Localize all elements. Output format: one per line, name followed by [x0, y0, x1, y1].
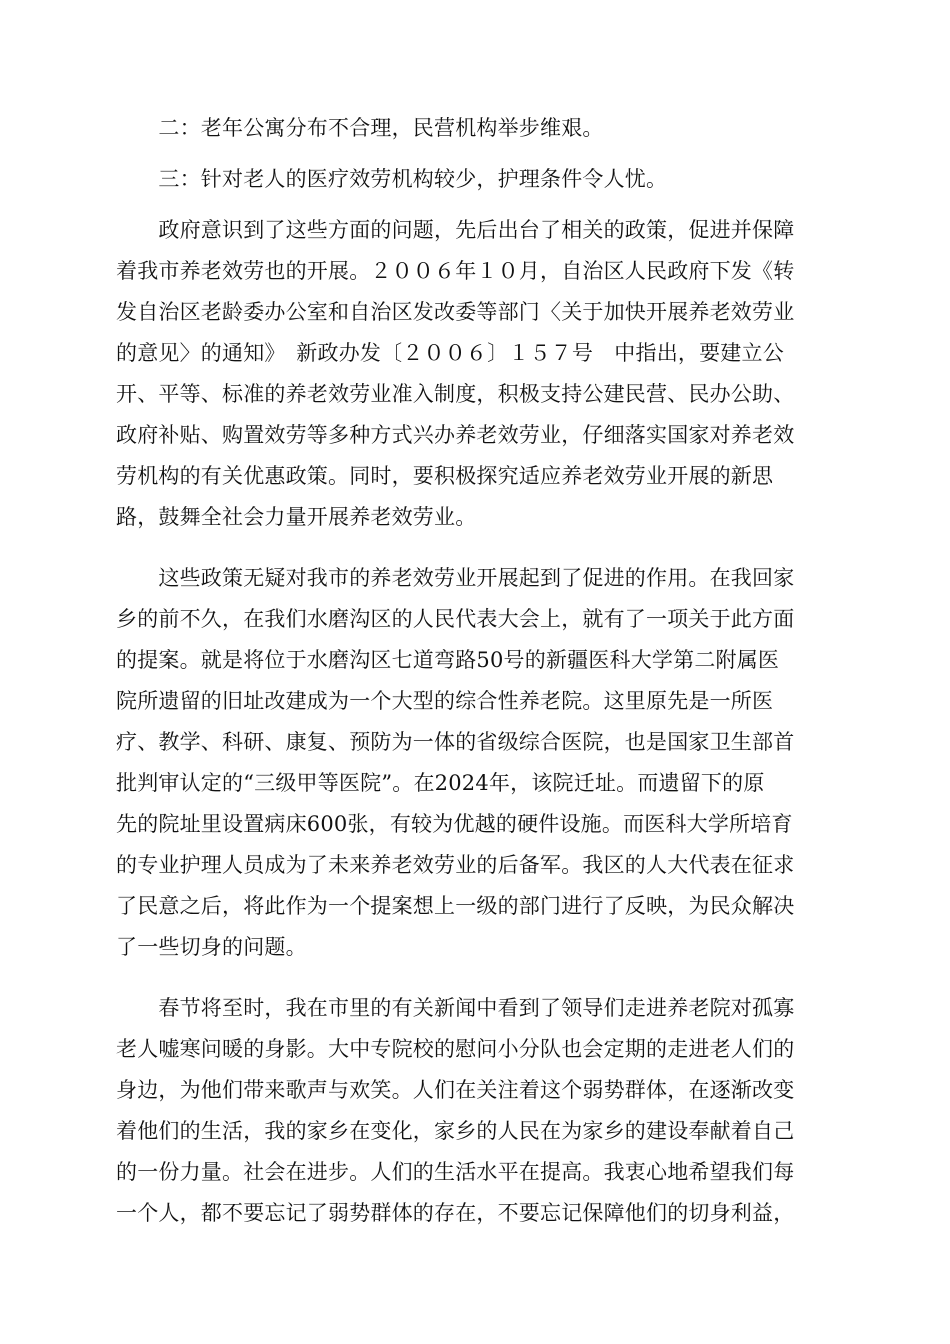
text-line: 着他们的生活，我的家乡在变化，家乡的人民在为家乡的建设奉献着自己 [116, 1119, 795, 1143]
text-line: 身边，为他们带来歌声与欢笑。人们在关注着这个弱势群体，在逐渐改变 [116, 1078, 795, 1102]
text-line: 乡的前不久，在我们水磨沟区的人民代表大会上，就有了一项关于此方面 [116, 607, 795, 631]
text-line: 着我市养老效劳也的开展。２００６年１０月，自治区人民政府下发《转 [116, 259, 795, 283]
text-line: 先的院址里设置病床600张，有较为优越的硬件设施。而医科大学所培育 [116, 812, 793, 836]
text-line: 春节将至时，我在市里的有关新闻中看到了领导们走进养老院对孤寡 [116, 996, 795, 1020]
text-line: 疗、教学、科研、康复、预防为一体的省级综合医院，也是国家卫生部首 [116, 730, 795, 754]
paragraph-proposal [116, 558, 836, 968]
paragraph-problem-3 [116, 159, 836, 200]
text-line: 了民意之后，将此作为一个提案想上一级的部门进行了反映，为民众解决 [116, 894, 795, 918]
text-line: 的一份力量。社会在进步。人们的生活水平在提高。我衷心地希望我们每 [116, 1160, 795, 1184]
text-line: 院所遗留的旧址改建成为一个大型的综合性养老院。这里原先是一所医 [116, 689, 774, 713]
paragraph-problem-2 [116, 108, 836, 149]
text-line: 这些政策无疑对我市的养老效劳业开展起到了促进的作用。在我回家 [116, 566, 795, 590]
text-line: 一个人，都不要忘记了弱势群体的存在，不要忘记保障他们的切身利益， [116, 1201, 795, 1225]
text-line: 二：老年公寓分布不合理，民营机构举步维艰。 [116, 116, 604, 140]
text-line: 批判审认定的“三级甲等医院”。在2024年，该院迁址。而遗留下的原 [116, 771, 765, 795]
paragraph-spring-festival [116, 988, 836, 1234]
document-page [116, 108, 836, 1234]
text-line: 政府补贴、购置效劳等多种方式兴办养老效劳业，仔细落实国家对养老效 [116, 423, 795, 447]
text-line: 路，鼓舞全社会力量开展养老效劳业。 [116, 505, 477, 529]
text-line: 三：针对老人的医疗效劳机构较少，护理条件令人忧。 [116, 167, 668, 191]
text-line: 开、平等、标准的养老效劳业准入制度，积极支持公建民营、民办公助、 [116, 382, 795, 406]
text-line: 政府意识到了这些方面的问题，先后出台了相关的政策，促进并保障 [116, 218, 795, 242]
text-line: 的提案。就是将位于水磨沟区七道弯路50号的新疆医科大学第二附属医 [116, 648, 780, 672]
text-line: 劳机构的有关优惠政策。同时，要积极探究适应养老效劳业开展的新思 [116, 464, 774, 488]
paragraph-government-policy [116, 210, 836, 538]
text-line: 的专业护理人员成为了未来养老效劳业的后备军。我区的人大代表在征求 [116, 853, 795, 877]
text-line: 的意见〉的通知》 新政办发〔２００６〕１５７号 中指出，要建立公 [116, 341, 784, 365]
text-line: 老人嘘寒问暖的身影。大中专院校的慰问小分队也会定期的走进老人们的 [116, 1037, 795, 1061]
text-line: 发自治区老龄委办公室和自治区发改委等部门〈关于加快开展养老效劳业 [116, 300, 795, 324]
text-line: 了一些切身的问题。 [116, 935, 307, 959]
